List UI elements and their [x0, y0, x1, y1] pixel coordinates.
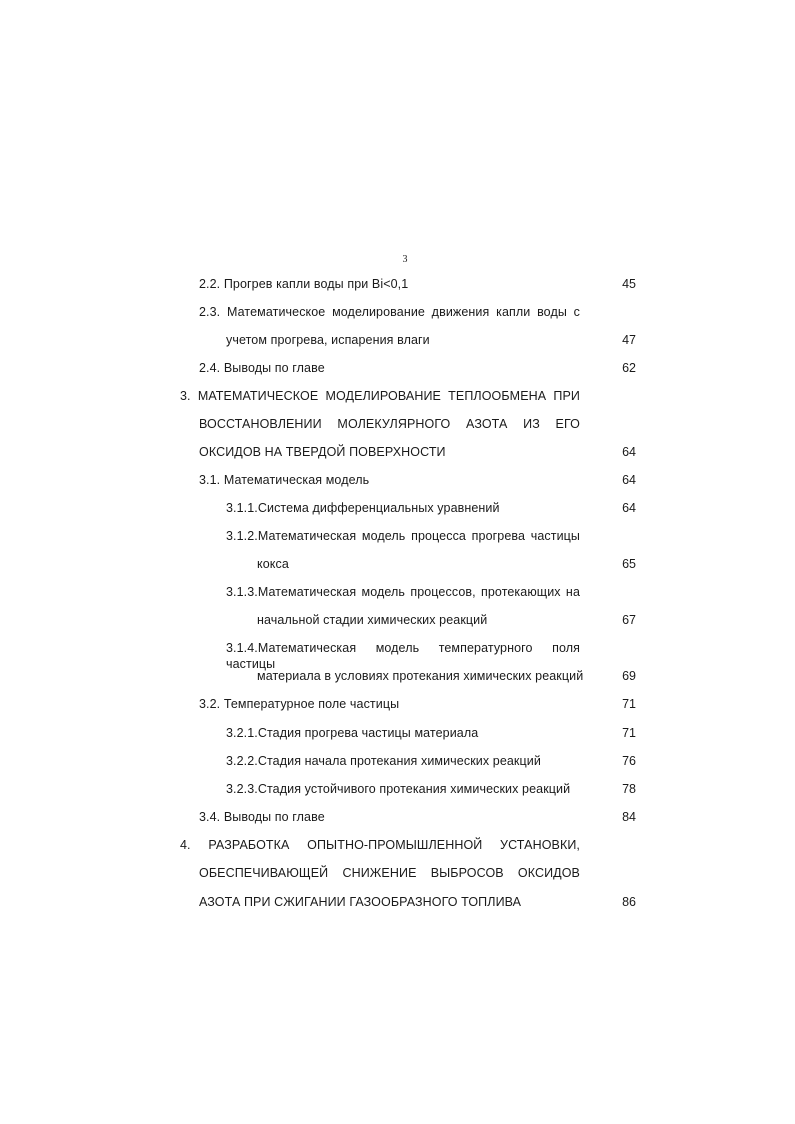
- toc-entry-3-2-2-page: 76: [622, 754, 636, 768]
- toc-entry-3-1-1-title: 3.1.1.Система дифференциальных уравнений: [226, 501, 500, 515]
- toc-entry-3-2-page: 71: [622, 697, 636, 711]
- toc-entry-3-1-3-page: 67: [622, 613, 636, 627]
- toc-entry-3-1-2-page: 65: [622, 557, 636, 571]
- toc-entry-3-1-3-title-cont: начальной стадии химических реакций: [257, 613, 488, 627]
- toc-chapter-4-title-cont-1: ОБЕСПЕЧИВАЮЩЕЙ СНИЖЕНИЕ ВЫБРОСОВ ОКСИДОВ: [199, 866, 580, 880]
- toc-entry-3-2-1-title: 3.2.1.Стадия прогрева частицы материала: [226, 726, 479, 740]
- toc-entry-2-3-title: 2.3. Математическое моделирование движения капли воды с: [199, 305, 580, 319]
- toc-entry-3-2-3-page: 78: [622, 782, 636, 796]
- toc-chapter-3-title-cont-2: ОКСИДОВ НА ТВЕРДОЙ ПОВЕРХНОСТИ: [199, 445, 446, 459]
- toc-entry-3-1-3-title: 3.1.3.Математическая модель процессов, протекающих на: [226, 585, 580, 599]
- toc-entry-3-1-4-page: 69: [622, 669, 636, 683]
- toc-entry-3-4-page: 84: [622, 810, 636, 824]
- toc-chapter-3-title: 3. МАТЕМАТИЧЕСКОЕ МОДЕЛИРОВАНИЕ ТЕПЛООБМЕНА ПРИ: [180, 389, 580, 403]
- toc-entry-3-1-2-title: 3.1.2.Математическая модель процесса прогрева частицы: [226, 529, 580, 543]
- toc-entry-3-1-4-title: 3.1.4.Математическая модель температурного поля частицы: [226, 641, 580, 671]
- page-number: 3: [402, 254, 408, 265]
- toc-chapter-3-title-cont-1: ВОССТАНОВЛЕНИИ МОЛЕКУЛЯРНОГО АЗОТА ИЗ ЕГО: [199, 417, 580, 431]
- toc-chapter-4-page: 86: [622, 895, 636, 909]
- toc-entry-3-2-3-title: 3.2.3.Стадия устойчивого протекания химических реакций: [226, 782, 571, 796]
- toc-entry-2-2-title: 2.2. Прогрев капли воды при Bi<0,1: [199, 277, 409, 291]
- toc-entry-3-1-1-page: 64: [622, 501, 636, 515]
- toc-chapter-3-page: 64: [622, 445, 636, 459]
- toc-chapter-4-title: 4. РАЗРАБОТКА ОПЫТНО-ПРОМЫШЛЕННОЙ УСТАНОВКИ,: [180, 838, 580, 852]
- toc-chapter-4-title-cont-2: АЗОТА ПРИ СЖИГАНИИ ГАЗООБРАЗНОГО ТОПЛИВА: [199, 895, 522, 909]
- toc-entry-2-3-title-cont: учетом прогрева, испарения влаги: [226, 333, 430, 347]
- toc-entry-3-1-page: 64: [622, 473, 636, 487]
- toc-entry-3-4-title: 3.4. Выводы по главе: [199, 810, 325, 824]
- toc-entry-2-4-page: 62: [622, 361, 636, 375]
- toc-entry-2-4-title: 2.4. Выводы по главе: [199, 361, 325, 375]
- toc-entry-2-3-page: 47: [622, 333, 636, 347]
- toc-entry-3-1-title: 3.1. Математическая модель: [199, 473, 370, 487]
- toc-entry-3-1-4-title-cont: материала в условиях протекания химических реакций: [257, 669, 584, 683]
- toc-entry-3-1-2-title-cont: кокса: [257, 557, 289, 571]
- toc-entry-3-2-1-page: 71: [622, 726, 636, 740]
- toc-entry-3-2-title: 3.2. Температурное поле частицы: [199, 697, 400, 711]
- toc-entry-2-2-page: 45: [622, 277, 636, 291]
- toc-entry-3-2-2-title: 3.2.2.Стадия начала протекания химических реакций: [226, 754, 541, 768]
